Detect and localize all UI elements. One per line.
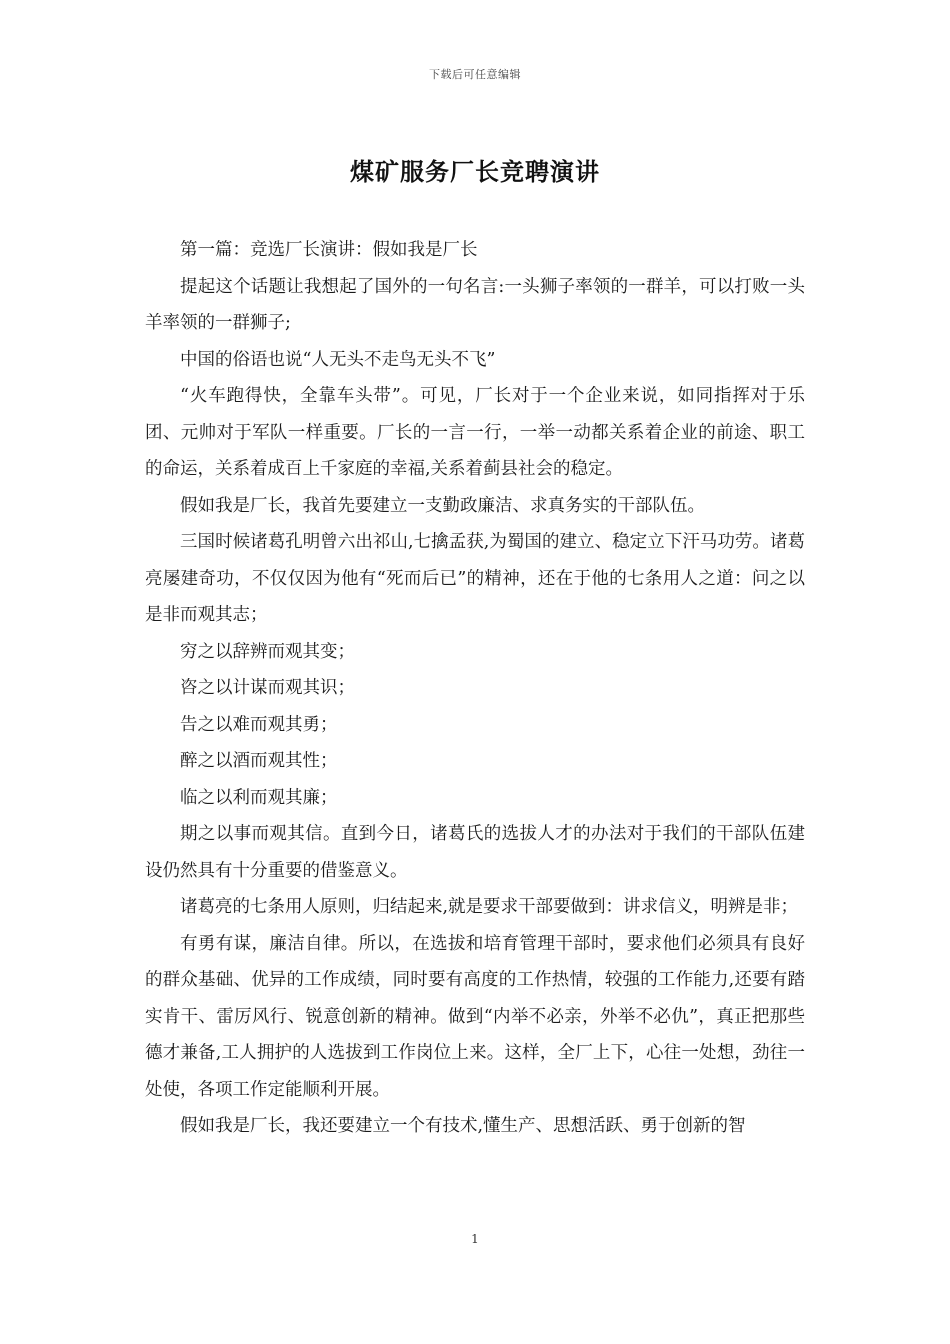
paragraph: 假如我是厂长，我首先要建立一支勤政廉洁、求真务实的干部队伍。 xyxy=(180,495,705,516)
page-number: 1 xyxy=(471,1232,479,1246)
paragraph: 穷之以辞辨而观其变； xyxy=(180,641,355,662)
document-body xyxy=(145,232,805,1145)
paragraph: 醉之以酒而观其性； xyxy=(180,751,338,771)
paragraph: “火车跑得快，全靠车头带”。可见，厂长对于一个企业来说，如同指挥对于乐团、元帅对于军队一样重要。厂长的一言一行，一举一动都关系着企业的前途、职工的命运，关系着成百上千家庭的幸福,关系着蓟县社会的稳定。 xyxy=(145,386,805,479)
paragraph: 咨之以计谋而观其识； xyxy=(180,678,355,698)
paragraph: 期之以事而观其信。直到今日，诸葛氏的选拔人才的办法对于我们的干部队伍建设仍然具有十分重要的借鉴意义。 xyxy=(145,824,805,881)
paragraph: 三国时候诸葛孔明曾六出祁山,七擒孟获,为蜀国的建立、稳定立下汗马功劳。诸葛亮屡建奇功，不仅仅因为他有“死而后已”的精神，还在于他的七条用人之道：问之以是非而观其志； xyxy=(145,532,805,625)
paragraph: 诸葛亮的七条用人原则，归结起来,就是要求干部要做到：讲求信义，明辨是非； xyxy=(180,897,799,917)
paragraph: 第一篇：竞选厂长演讲：假如我是厂长 xyxy=(180,240,478,260)
paragraph: 假如我是厂长，我还要建立一个有技术,懂生产、思想活跃、勇于创新的智 xyxy=(180,1116,746,1136)
paragraph: 告之以难而观其勇； xyxy=(180,714,338,735)
document-title: 煤矿服务厂长竞聘演讲 xyxy=(350,158,600,186)
paragraph: 有勇有谋，廉洁自律。所以，在选拔和培育管理干部时，要求他们必须具有良好的群众基础、优异的工作成绩，同时要有高度的工作热情，较强的工作能力,还要有踏实肯干、雷厉风行、锐意创新的精神。做到“内举不必亲，外举不必仇”，真正把那些德才兼备,工人拥护的人选拔到工作岗位上来。这样，全厂上下，心往一处想，劲往一处使，各项工作定能顺利开展。 xyxy=(145,933,805,1100)
paragraph: 临之以利而观其廉； xyxy=(180,787,338,808)
header-note: 下载后可任意编辑 xyxy=(429,68,521,81)
paragraph: 提起这个话题让我想起了国外的一句名言:一头狮子率领的一群羊，可以打败一头羊率领的一群狮子; xyxy=(145,276,805,333)
paragraph: 中国的俗语也说“人无头不走鸟无头不飞” xyxy=(180,349,496,370)
